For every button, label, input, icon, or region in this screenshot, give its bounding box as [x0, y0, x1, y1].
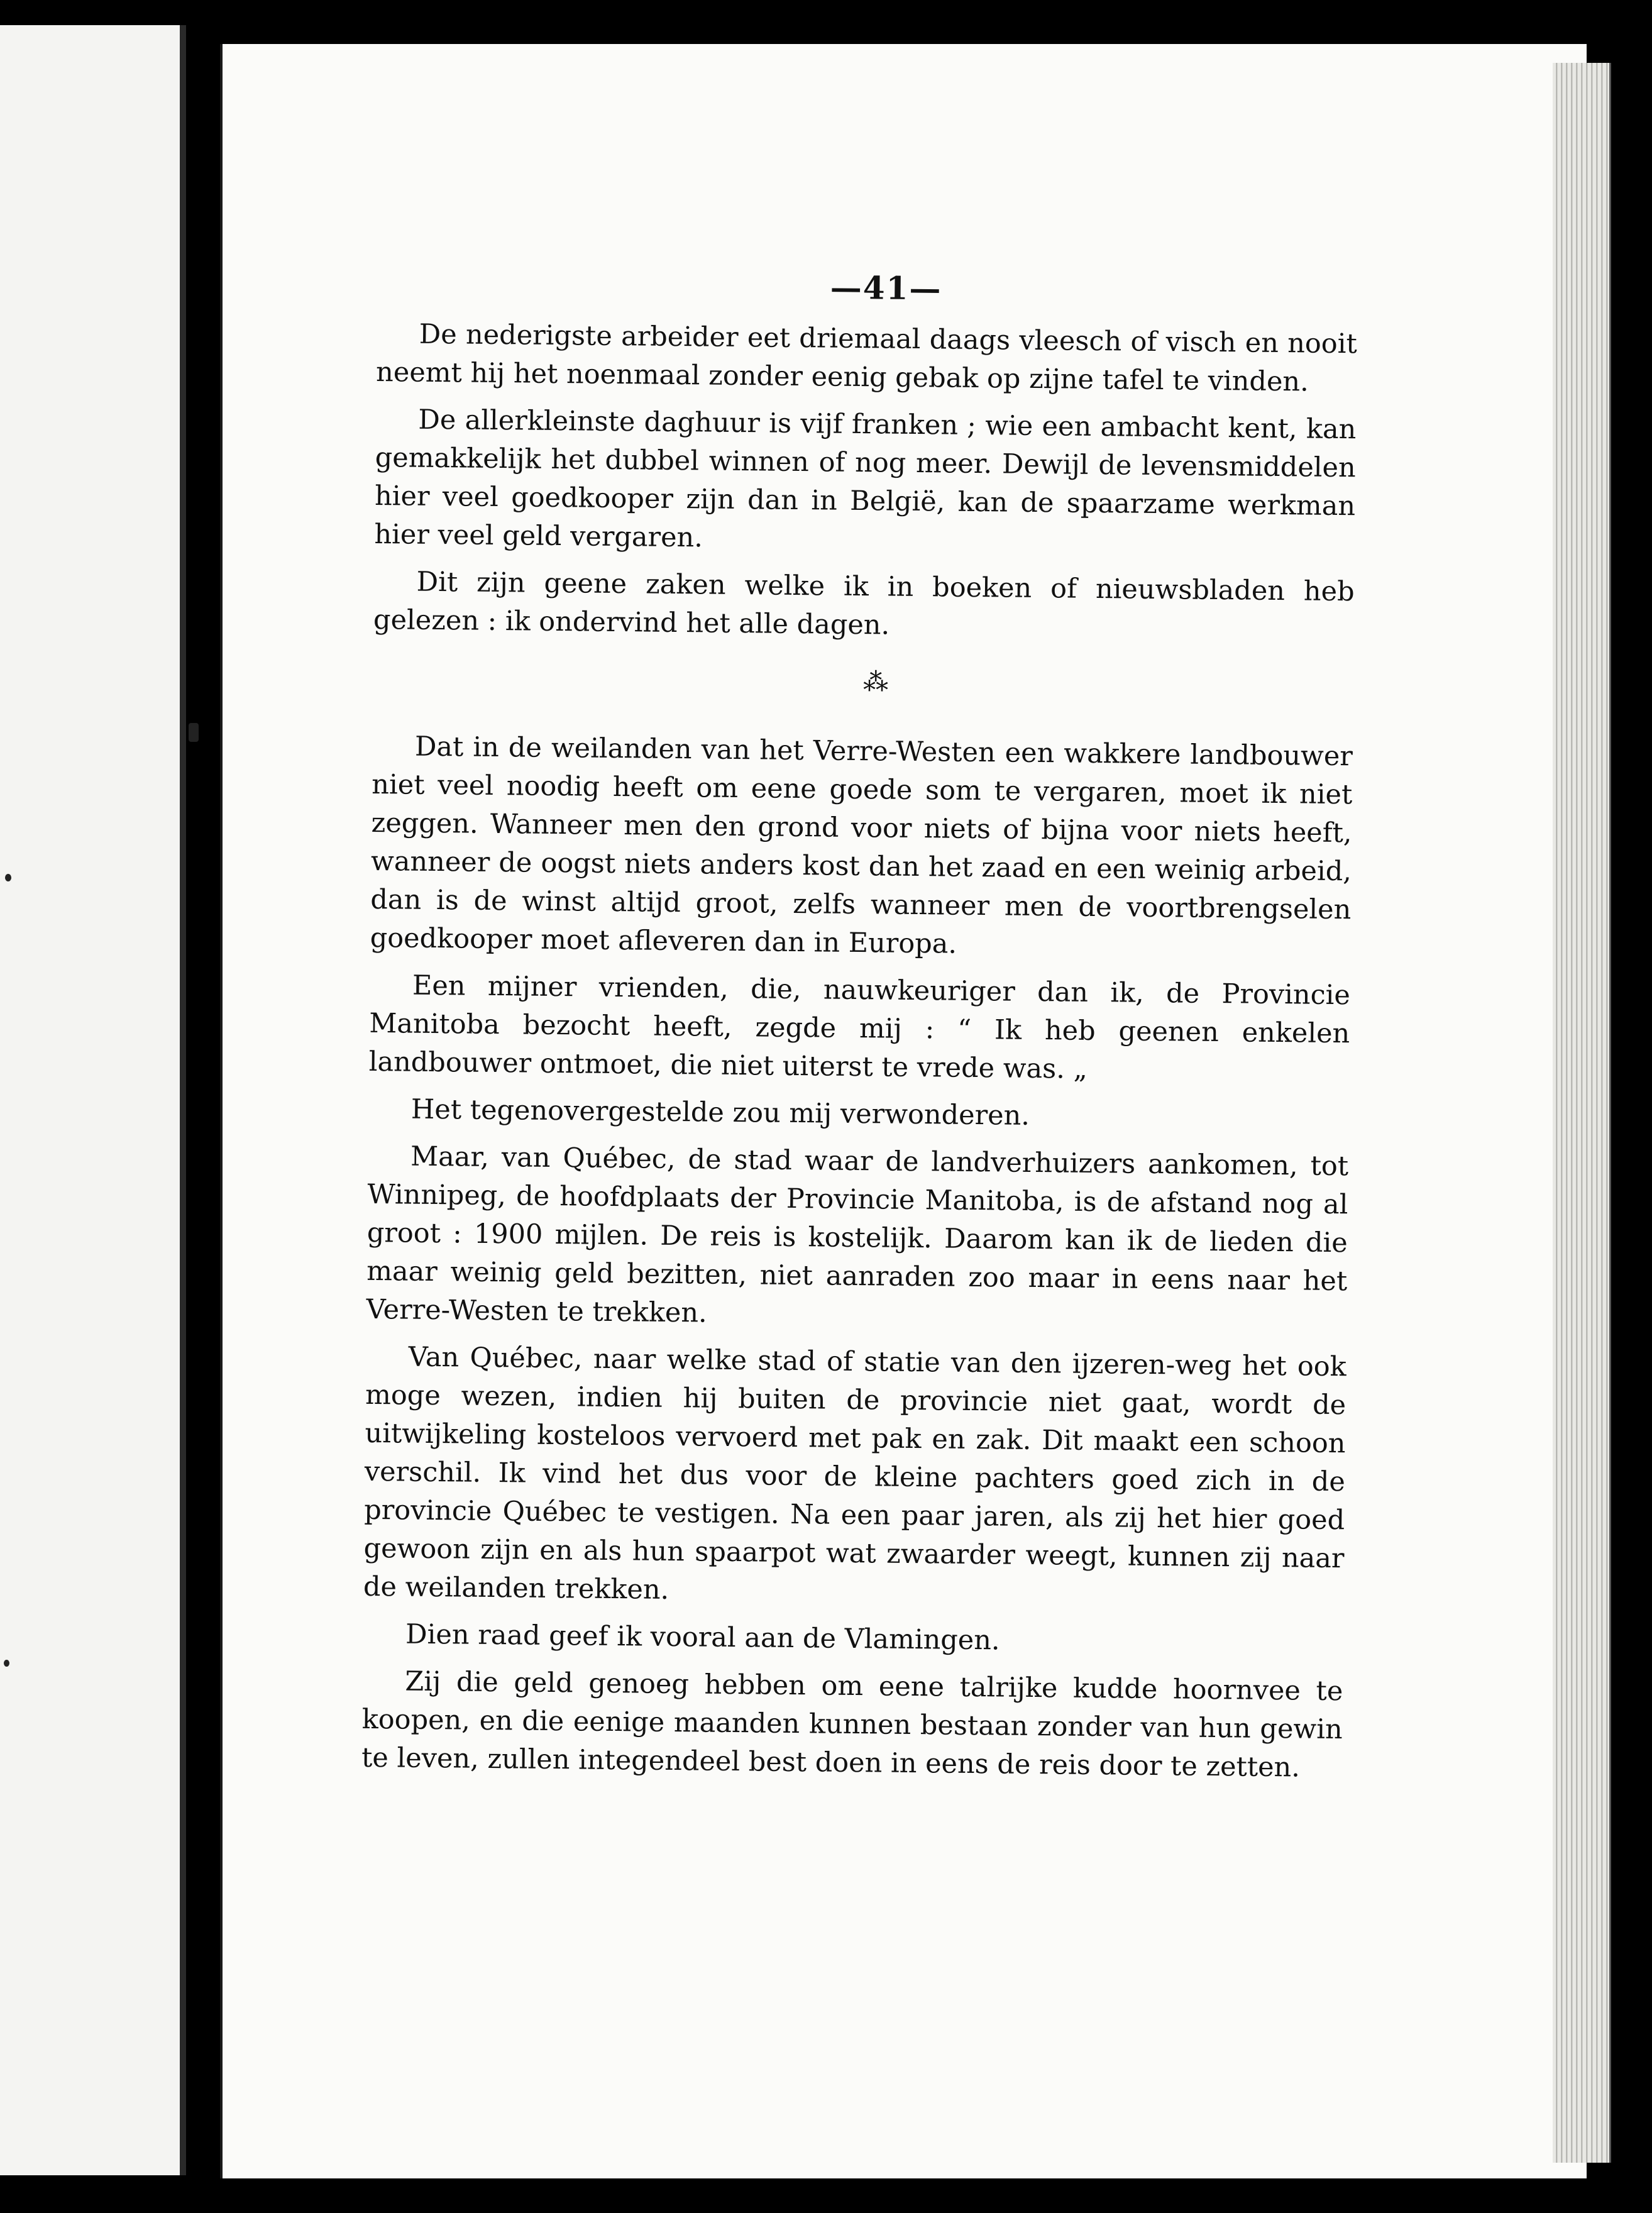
paragraph: Zij die geld genoeg hebben om eene talrijke kudde hoornvee te koopen, en die eenige maanden kunnen bestaan zonder van hun gewin te leven, zullen integendeel best doen in eens de reis door te zetten.: [361, 1665, 1343, 1784]
paragraph: De allerkleinste daghuur is vijf franken ; wie een ambacht kent, kan gemakkelijk het dubbel winnen of nog meer. Dewijl de levensmiddelen hier veel goedkooper zijn dan in België, kan de spaarzame werkman hier veel geld vergaren.: [374, 404, 1357, 554]
paragraph: Maar, van Québec, de stad waar de landverhuizers aankomen, tot Winnipeg, de hoofdplaats der Provincie Manitoba, is de afstand nog al groot : 1900 mijlen. De reis is kostelijk. Daarom kan ik de lieden die maar weinig geld bezitten, niet aanraden zoo maar in eens naar het Verre-Westen te trekken.: [366, 1140, 1349, 1329]
paragraph: Het tegenovergestelde zou mij verwonderen.: [410, 1093, 1030, 1132]
book-gutter: [180, 25, 186, 2175]
stacked-page-edges: [1553, 63, 1611, 2163]
paragraph: Dat in de weilanden van het Verre-Westen een wakkere landbouwer niet veel noodig heeft om eene goede som te vergaren, moet ik niet zeggen. Wanneer men den grond voor niets of bijna voor niets heeft, wanneer de oogst niets anders kost dan het zaad en een weinig arbeid, dan is de winst altijd groot, zelfs wanneer men de voortbrengselen goedkooper moet afleveren dan in Europa.: [370, 731, 1353, 960]
paragraph: Een mijner vrienden, die, nauwkeuriger dan ik, de Provincie Manitoba bezocht heeft, zegde mij : “ Ik heb geenen enkelen landbouwer ontmoet, die niet uiterst te vrede was. „: [368, 969, 1351, 1085]
page-number: —41—: [830, 268, 942, 307]
page-text: [361, 264, 1358, 1796]
margin-speck: [189, 723, 199, 742]
margin-speck: [5, 874, 11, 881]
section-break-asterism: ⁂: [862, 668, 889, 697]
paragraph: Dien raad geef ik vooral aan de Vlamingen.: [405, 1618, 1000, 1657]
paragraph: Dit zijn geene zaken welke ik in boeken of nieuwsbladen heb gelezen : ik ondervind het alle dagen.: [373, 566, 1355, 641]
paragraph: Van Québec, naar welke stad of statie van den ijzeren-weg het ook moge wezen, indien hij buiten de provincie niet gaat, wordt de uitwijkeling kosteloos vervoerd met pak en zak. Dit maakt een schoon verschil. Ik vind het dus voor de kleine pachters goed zich in de provincie Québec te vestigen. Na een paar jaren, als zij het hier goed gewoon zijn en als hun spaarpot wat zwaarder weegt, kunnen zij naar de weilanden trekken.: [363, 1341, 1346, 1606]
margin-speck: [4, 1660, 9, 1667]
paragraph: De nederigste arbeider eet driemaal daags vleesch of visch en nooit neemt hij het noenmaal zonder eenig gebak op zijne tafel te vinden.: [375, 318, 1358, 398]
facing-page-edge: [0, 25, 186, 2175]
